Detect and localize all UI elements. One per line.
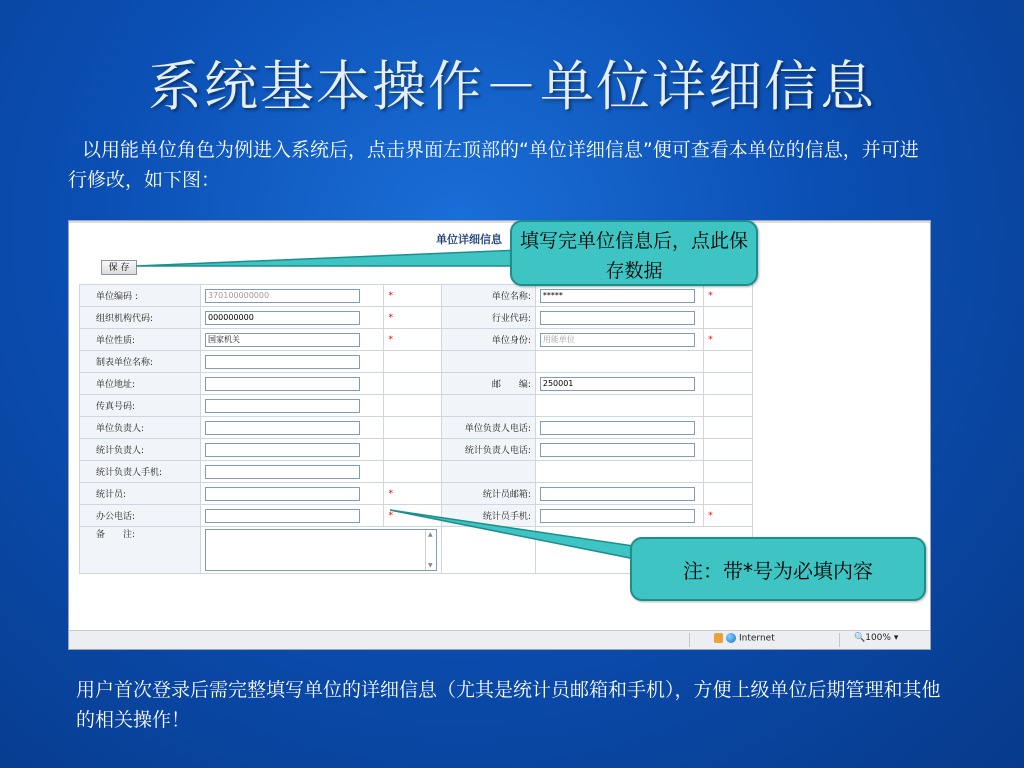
field-label-text: 统计员: bbox=[96, 490, 127, 500]
field-label-text: 单位身份: bbox=[491, 336, 531, 346]
field-label-text: 统计负责人电话: bbox=[464, 446, 531, 456]
required-mark: * bbox=[388, 312, 393, 323]
text-input[interactable]: 国家机关 bbox=[205, 333, 360, 347]
field-label-text: 单位负责人电话: bbox=[464, 424, 531, 434]
field-label-text: 行业代码: bbox=[491, 314, 531, 324]
required-mark: * bbox=[388, 334, 393, 345]
field-label-text: 统计负责人手机: bbox=[96, 468, 163, 478]
field-label-text: 办公电话: bbox=[96, 512, 136, 522]
scroll-down-icon[interactable]: ▼ bbox=[428, 562, 433, 569]
required-mark: * bbox=[388, 290, 393, 301]
field-label-text: 统计员邮箱: bbox=[482, 490, 531, 500]
field-label-text: 传真号码: bbox=[96, 402, 136, 412]
zone-label: Internet bbox=[739, 633, 775, 644]
text-input[interactable]: 250001 bbox=[540, 377, 695, 391]
field-label-text: 单位编码 : bbox=[96, 292, 138, 302]
save-button[interactable]: 保 存 bbox=[101, 260, 137, 275]
field-label-text: 单位性质: bbox=[96, 336, 136, 346]
save-callout-pointer bbox=[136, 250, 520, 266]
text-input[interactable]: ***** bbox=[540, 289, 695, 303]
field-label-text: 单位地址: bbox=[96, 380, 136, 390]
field-label-text: 制表单位名称: bbox=[96, 358, 154, 368]
zoom-control[interactable]: 🔍100% ▾ bbox=[854, 633, 899, 643]
required-mark: * bbox=[708, 290, 713, 301]
intro-text: 以用能单位角色为例进入系统后，点击界面左顶部的“单位详细信息”便可查看本单位的信息，并可进行修改，如下图： bbox=[68, 139, 919, 191]
field-label-text: 统计员手机: bbox=[482, 512, 531, 522]
text-input[interactable]: 用能单位 bbox=[540, 333, 695, 347]
field-label-text: 组织机构代码: bbox=[96, 314, 154, 324]
field-label-text: 单位负责人: bbox=[96, 424, 145, 434]
required-mark: * bbox=[388, 488, 393, 499]
field-label-text: 统计负责人: bbox=[96, 446, 145, 456]
field-label-text: 备 注: bbox=[96, 530, 136, 540]
scroll-up-icon[interactable]: ▲ bbox=[428, 531, 433, 538]
form-title: 单位详细信息 bbox=[436, 233, 502, 246]
slide-title: 系统基本操作－单位详细信息 bbox=[148, 55, 876, 118]
required-mark: * bbox=[388, 510, 393, 521]
required-mark: * bbox=[708, 510, 713, 521]
text-input[interactable]: 370100000000 bbox=[205, 289, 360, 303]
required-callout-pointer bbox=[390, 510, 640, 560]
zoom-level: 100% bbox=[865, 633, 891, 643]
save-tip-callout: 填写完单位信息后，点此保存数据 bbox=[510, 220, 758, 286]
required-mark: * bbox=[708, 334, 713, 345]
footer-text: 用户首次登录后需完整填写单位的详细信息（尤其是统计员邮箱和手机），方便上级单位后期管理和其他的相关操作！ bbox=[76, 679, 941, 731]
field-label-text: 邮 编: bbox=[491, 380, 531, 390]
required-tip-callout: 注：带*号为必填内容 bbox=[630, 537, 926, 601]
text-input[interactable]: 000000000 bbox=[205, 311, 360, 325]
field-label-text: 单位名称: bbox=[491, 292, 531, 302]
